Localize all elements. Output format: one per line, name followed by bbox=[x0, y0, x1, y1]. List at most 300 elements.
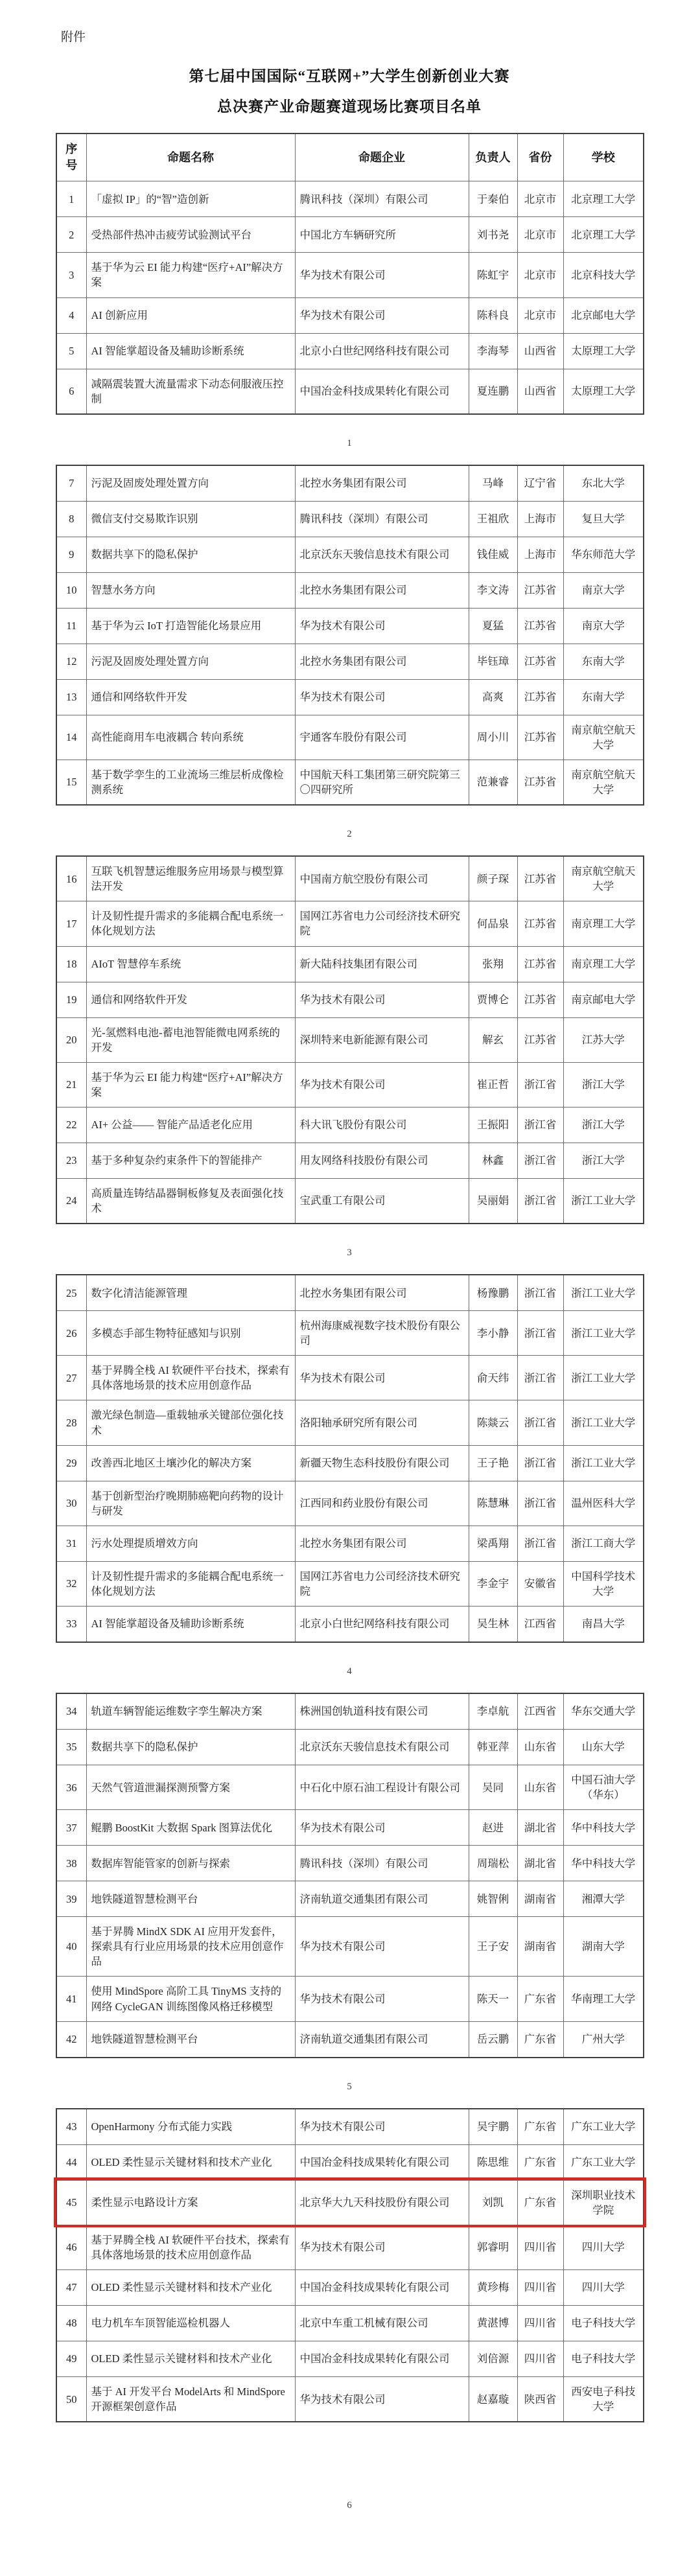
table-row bbox=[56, 2225, 644, 2269]
cell-company: 北京沃东天骏信息技术有限公司 bbox=[295, 1730, 469, 1765]
cell-name: 基于华为云 EI 能力构建“医疗+AI”解决方案 bbox=[86, 253, 295, 297]
projects-table-page-3 bbox=[56, 855, 644, 1224]
cell-name: 污泥及固废处理处置方向 bbox=[86, 644, 295, 679]
cell-no: 31 bbox=[56, 1526, 86, 1561]
cell-province: 广东省 bbox=[517, 2180, 563, 2225]
cell-province: 江西省 bbox=[517, 1607, 563, 1643]
cell-name: 计及韧性提升需求的多能耦合配电系统一体化规划方法 bbox=[86, 901, 295, 946]
cell-province: 山东省 bbox=[517, 1730, 563, 1765]
cell-name: 互联飞机智慧运维服务应用场景与模型算法开发 bbox=[86, 856, 295, 901]
cell-school: 浙江工业大学 bbox=[563, 1445, 644, 1481]
cell-name: OpenHarmony 分布式能力实践 bbox=[86, 2109, 295, 2145]
cell-no: 27 bbox=[56, 1356, 86, 1400]
table-row bbox=[56, 181, 644, 217]
cell-name: 鲲鹏 BoostKit 大数据 Spark 图算法优化 bbox=[86, 1810, 295, 1846]
cell-leader: 黄湛博 bbox=[469, 2306, 517, 2341]
cell-province: 四川省 bbox=[517, 2341, 563, 2377]
col-header-name: 命题名称 bbox=[86, 133, 295, 181]
cell-leader: 夏连鹏 bbox=[469, 369, 517, 414]
cell-leader: 高爽 bbox=[469, 679, 517, 715]
cell-province: 广东省 bbox=[517, 2109, 563, 2145]
cell-name: 数据共享下的隐私保护 bbox=[86, 537, 295, 572]
cell-company: 济南轨道交通集团有限公司 bbox=[295, 2021, 469, 2058]
cell-school: 浙江大学 bbox=[563, 1062, 644, 1107]
cell-school: 北京邮电大学 bbox=[563, 297, 644, 333]
cell-no: 21 bbox=[56, 1062, 86, 1107]
cell-leader: 林鑫 bbox=[469, 1143, 517, 1178]
cell-school: 南京航空航天大学 bbox=[563, 715, 644, 760]
cell-school: 华东交通大学 bbox=[563, 1693, 644, 1730]
cell-no: 18 bbox=[56, 946, 86, 982]
cell-school: 山东大学 bbox=[563, 1730, 644, 1765]
table-row bbox=[56, 333, 644, 369]
cell-leader: 陈科良 bbox=[469, 297, 517, 333]
table-row bbox=[56, 1178, 644, 1224]
table-row bbox=[56, 1526, 644, 1561]
table-row bbox=[56, 501, 644, 537]
cell-company: 华为技术有限公司 bbox=[295, 982, 469, 1017]
page-1 bbox=[56, 133, 643, 449]
cell-leader: 岳云鹏 bbox=[469, 2021, 517, 2058]
cell-school: 浙江工业大学 bbox=[563, 1275, 644, 1311]
projects-table-page-2 bbox=[56, 465, 644, 806]
cell-no: 8 bbox=[56, 501, 86, 537]
cell-province: 江苏省 bbox=[517, 679, 563, 715]
cell-province: 江苏省 bbox=[517, 715, 563, 760]
cell-name: 数字化清洁能源管理 bbox=[86, 1275, 295, 1311]
cell-leader: 颜子琛 bbox=[469, 856, 517, 901]
cell-province: 辽宁省 bbox=[517, 465, 563, 502]
cell-company: 华为技术有限公司 bbox=[295, 608, 469, 644]
cell-name: 基于昇腾 MindX SDK AI 应用开发套件，探索具有行业应用场景的技术应用创意作品 bbox=[86, 1917, 295, 1977]
cell-no: 39 bbox=[56, 1881, 86, 1917]
cell-company: 华为技术有限公司 bbox=[295, 2225, 469, 2269]
cell-leader: 刘凯 bbox=[469, 2180, 517, 2225]
cell-province: 湖北省 bbox=[517, 1846, 563, 1881]
cell-name: 高性能商用车电液耦合 转向系统 bbox=[86, 715, 295, 760]
cell-no: 37 bbox=[56, 1810, 86, 1846]
cell-no: 22 bbox=[56, 1107, 86, 1143]
cell-company: 中石化中原石油工程设计有限公司 bbox=[295, 1765, 469, 1810]
cell-leader: 陈思维 bbox=[469, 2144, 517, 2180]
cell-province: 湖南省 bbox=[517, 1917, 563, 1977]
cell-province: 浙江省 bbox=[517, 1107, 563, 1143]
attachment-label: 附件 bbox=[61, 30, 86, 44]
projects-table-page-6 bbox=[56, 2108, 644, 2423]
cell-province: 陕西省 bbox=[517, 2377, 563, 2422]
table-row bbox=[56, 2109, 644, 2145]
cell-school: 华中科技大学 bbox=[563, 1810, 644, 1846]
table-row bbox=[56, 1917, 644, 1977]
cell-name: 数据库智能管家的创新与探索 bbox=[86, 1846, 295, 1881]
cell-school: 浙江工商大学 bbox=[563, 1526, 644, 1561]
page-number-6: 6 bbox=[347, 2500, 352, 2511]
cell-name: 智慧水务方向 bbox=[86, 572, 295, 608]
cell-leader: 李文涛 bbox=[469, 572, 517, 608]
cell-company: 华为技术有限公司 bbox=[295, 1810, 469, 1846]
cell-company: 北控水务集团有限公司 bbox=[295, 644, 469, 679]
cell-leader: 解玄 bbox=[469, 1017, 517, 1062]
cell-company: 济南轨道交通集团有限公司 bbox=[295, 1881, 469, 1917]
cell-no: 36 bbox=[56, 1765, 86, 1810]
table-row bbox=[56, 537, 644, 572]
cell-school: 浙江工业大学 bbox=[563, 1400, 644, 1445]
cell-school: 浙江工业大学 bbox=[563, 1311, 644, 1356]
cell-leader: 陈天一 bbox=[469, 1977, 517, 2021]
table-row bbox=[56, 1275, 644, 1311]
cell-company: 中国航天科工集团第三研究院第三〇四研究所 bbox=[295, 760, 469, 805]
cell-school: 北京理工大学 bbox=[563, 217, 644, 253]
cell-name: 轨道车辆智能运维数字孪生解决方案 bbox=[86, 1693, 295, 1730]
cell-school: 中国科学技术大学 bbox=[563, 1561, 644, 1606]
table-row bbox=[56, 608, 644, 644]
cell-name: OLED 柔性显示关键材料和技术产业化 bbox=[86, 2144, 295, 2180]
cell-company: 用友网络科技股份有限公司 bbox=[295, 1143, 469, 1178]
cell-company: 中国北方车辆研究所 bbox=[295, 217, 469, 253]
cell-province: 山西省 bbox=[517, 369, 563, 414]
header-row bbox=[56, 133, 644, 181]
table-row bbox=[56, 1311, 644, 1356]
cell-name: 减隔震装置大流量需求下动态伺服液压控制 bbox=[86, 369, 295, 414]
cell-province: 广东省 bbox=[517, 2021, 563, 2058]
cell-company: 杭州海康威视数字技术股份有限公司 bbox=[295, 1311, 469, 1356]
cell-school: 东南大学 bbox=[563, 644, 644, 679]
cell-school: 浙江大学 bbox=[563, 1143, 644, 1178]
cell-company: 华为技术有限公司 bbox=[295, 1917, 469, 1977]
cell-province: 浙江省 bbox=[517, 1400, 563, 1445]
table-row-highlighted bbox=[56, 2180, 644, 2225]
table-row bbox=[56, 217, 644, 253]
cell-leader: 黄珍梅 bbox=[469, 2270, 517, 2306]
col-header-company: 命题企业 bbox=[295, 133, 469, 181]
cell-leader: 杨豫鹏 bbox=[469, 1275, 517, 1311]
cell-company: 北控水务集团有限公司 bbox=[295, 465, 469, 502]
cell-no: 30 bbox=[56, 1481, 86, 1526]
cell-school: 东北大学 bbox=[563, 465, 644, 502]
cell-no: 3 bbox=[56, 253, 86, 297]
page-number-4: 4 bbox=[347, 1666, 352, 1677]
cell-leader: 李小静 bbox=[469, 1311, 517, 1356]
cell-leader: 钱佳威 bbox=[469, 537, 517, 572]
cell-school: 浙江工业大学 bbox=[563, 1356, 644, 1400]
cell-company: 洛阳轴承研究所有限公司 bbox=[295, 1400, 469, 1445]
cell-no: 49 bbox=[56, 2341, 86, 2377]
cell-province: 山西省 bbox=[517, 333, 563, 369]
cell-province: 浙江省 bbox=[517, 1275, 563, 1311]
cell-province: 湖北省 bbox=[517, 1810, 563, 1846]
cell-province: 上海市 bbox=[517, 537, 563, 572]
cell-name: 改善西北地区土壤沙化的解决方案 bbox=[86, 1445, 295, 1481]
cell-school: 华中科技大学 bbox=[563, 1846, 644, 1881]
table-row bbox=[56, 982, 644, 1017]
table-row bbox=[56, 1810, 644, 1846]
cell-name: 基于华为云 IoT 打造智能化场景应用 bbox=[86, 608, 295, 644]
table-row bbox=[56, 1730, 644, 1765]
cell-company: 科大讯飞股份有限公司 bbox=[295, 1107, 469, 1143]
cell-leader: 赵嘉璇 bbox=[469, 2377, 517, 2422]
cell-school: 南京大学 bbox=[563, 608, 644, 644]
cell-no: 17 bbox=[56, 901, 86, 946]
cell-name: 多模态手部生物特征感知与识别 bbox=[86, 1311, 295, 1356]
cell-company: 北京小白世纪网络科技有限公司 bbox=[295, 333, 469, 369]
cell-name: 基于数学孪生的工业流场三维层析成像检测系统 bbox=[86, 760, 295, 805]
cell-name: 天然气管道泄漏探测预警方案 bbox=[86, 1765, 295, 1810]
cell-province: 江苏省 bbox=[517, 982, 563, 1017]
cell-leader: 毕钰璋 bbox=[469, 644, 517, 679]
cell-leader: 王子艳 bbox=[469, 1445, 517, 1481]
cell-company: 腾讯科技（深圳）有限公司 bbox=[295, 181, 469, 217]
cell-company: 腾讯科技（深圳）有限公司 bbox=[295, 1846, 469, 1881]
cell-name: AI 创新应用 bbox=[86, 297, 295, 333]
table-row bbox=[56, 1017, 644, 1062]
cell-leader: 吴丽娟 bbox=[469, 1178, 517, 1224]
cell-leader: 姚智俐 bbox=[469, 1881, 517, 1917]
cell-province: 浙江省 bbox=[517, 1062, 563, 1107]
cell-province: 江苏省 bbox=[517, 572, 563, 608]
projects-table-page-5 bbox=[56, 1693, 644, 2058]
cell-school: 东南大学 bbox=[563, 679, 644, 715]
cell-no: 33 bbox=[56, 1607, 86, 1643]
table-row bbox=[56, 297, 644, 333]
cell-leader: 范兼睿 bbox=[469, 760, 517, 805]
cell-no: 44 bbox=[56, 2144, 86, 2180]
cell-company: 北控水务集团有限公司 bbox=[295, 572, 469, 608]
cell-school: 复旦大学 bbox=[563, 501, 644, 537]
cell-name: 地铁隧道智慧检测平台 bbox=[86, 2021, 295, 2058]
cell-school: 四川大学 bbox=[563, 2270, 644, 2306]
cell-province: 江苏省 bbox=[517, 760, 563, 805]
cell-name: 基于昇腾全栈 AI 软硬件平台技术，探索有具体落地场景的技术应用创意作品 bbox=[86, 1356, 295, 1400]
cell-name: 激光绿色制造—重载轴承关键部位强化技术 bbox=[86, 1400, 295, 1445]
table-row bbox=[56, 2144, 644, 2180]
doc-title-line2: 总决赛产业命题赛道现场比赛项目名单 bbox=[217, 99, 482, 115]
cell-company: 北京中车重工机械有限公司 bbox=[295, 2306, 469, 2341]
table-row bbox=[56, 715, 644, 760]
page-3 bbox=[56, 855, 643, 1259]
cell-school: 中国石油大学（华东） bbox=[563, 1765, 644, 1810]
cell-no: 28 bbox=[56, 1400, 86, 1445]
table-row bbox=[56, 901, 644, 946]
cell-company: 华为技术有限公司 bbox=[295, 1977, 469, 2021]
table-row bbox=[56, 1693, 644, 1730]
page-4 bbox=[56, 1274, 643, 1677]
cell-school: 北京理工大学 bbox=[563, 181, 644, 217]
cell-no: 1 bbox=[56, 181, 86, 217]
cell-no: 6 bbox=[56, 369, 86, 414]
cell-province: 江苏省 bbox=[517, 946, 563, 982]
cell-school: 南昌大学 bbox=[563, 1607, 644, 1643]
page-2 bbox=[56, 465, 643, 840]
cell-no: 26 bbox=[56, 1311, 86, 1356]
cell-school: 南京理工大学 bbox=[563, 946, 644, 982]
cell-province: 浙江省 bbox=[517, 1481, 563, 1526]
cell-province: 北京市 bbox=[517, 217, 563, 253]
cell-province: 四川省 bbox=[517, 2306, 563, 2341]
cell-province: 北京市 bbox=[517, 297, 563, 333]
cell-school: 深圳职业技术学院 bbox=[563, 2180, 644, 2225]
cell-company: 华为技术有限公司 bbox=[295, 1356, 469, 1400]
table-row bbox=[56, 946, 644, 982]
cell-school: 广东工业大学 bbox=[563, 2144, 644, 2180]
table-row bbox=[56, 1062, 644, 1107]
cell-name: 污泥及固废处理处置方向 bbox=[86, 465, 295, 502]
table-row bbox=[56, 2306, 644, 2341]
cell-no: 46 bbox=[56, 2225, 86, 2269]
cell-no: 38 bbox=[56, 1846, 86, 1881]
cell-name: 通信和网络软件开发 bbox=[86, 982, 295, 1017]
page-number-3: 3 bbox=[347, 1247, 352, 1259]
cell-no: 23 bbox=[56, 1143, 86, 1178]
cell-leader: 周瑞松 bbox=[469, 1846, 517, 1881]
cell-no: 45 bbox=[56, 2180, 86, 2225]
page-number-1: 1 bbox=[347, 437, 352, 448]
cell-company: 华为技术有限公司 bbox=[295, 297, 469, 333]
cell-school: 电子科技大学 bbox=[563, 2341, 644, 2377]
cell-province: 浙江省 bbox=[517, 1311, 563, 1356]
table-row bbox=[56, 1881, 644, 1917]
cell-school: 江苏大学 bbox=[563, 1017, 644, 1062]
cell-school: 浙江工业大学 bbox=[563, 1178, 644, 1224]
table-row bbox=[56, 1561, 644, 1606]
cell-company: 新大陆科技集团有限公司 bbox=[295, 946, 469, 982]
cell-no: 29 bbox=[56, 1445, 86, 1481]
cell-name: 微信支付交易欺诈识别 bbox=[86, 501, 295, 537]
table-row bbox=[56, 465, 644, 502]
cell-school: 南京大学 bbox=[563, 572, 644, 608]
cell-leader: 梁禹翔 bbox=[469, 1526, 517, 1561]
cell-leader: 陈虹宇 bbox=[469, 253, 517, 297]
cell-no: 20 bbox=[56, 1017, 86, 1062]
cell-school: 华东师范大学 bbox=[563, 537, 644, 572]
cell-school: 四川大学 bbox=[563, 2225, 644, 2269]
cell-province: 北京市 bbox=[517, 253, 563, 297]
page-number-5: 5 bbox=[347, 2081, 352, 2092]
cell-name: AI 智能掌超设备及辅助诊断系统 bbox=[86, 333, 295, 369]
cell-school: 南京航空航天大学 bbox=[563, 856, 644, 901]
cell-name: 地铁隧道智慧检测平台 bbox=[86, 1881, 295, 1917]
col-header-no: 序号 bbox=[56, 133, 86, 181]
cell-no: 24 bbox=[56, 1178, 86, 1224]
table-row bbox=[56, 1607, 644, 1643]
table-row bbox=[56, 679, 644, 715]
cell-province: 江苏省 bbox=[517, 644, 563, 679]
cell-name: 通信和网络软件开发 bbox=[86, 679, 295, 715]
cell-company: 株洲国创轨道科技有限公司 bbox=[295, 1693, 469, 1730]
cell-no: 25 bbox=[56, 1275, 86, 1311]
table-row bbox=[56, 1977, 644, 2021]
cell-no: 10 bbox=[56, 572, 86, 608]
cell-school: 温州医科大学 bbox=[563, 1481, 644, 1526]
cell-province: 浙江省 bbox=[517, 1178, 563, 1224]
cell-province: 江苏省 bbox=[517, 856, 563, 901]
cell-company: 华为技术有限公司 bbox=[295, 253, 469, 297]
cell-no: 42 bbox=[56, 2021, 86, 2058]
cell-province: 四川省 bbox=[517, 2225, 563, 2269]
cell-school: 湖南大学 bbox=[563, 1917, 644, 1977]
cell-school: 电子科技大学 bbox=[563, 2306, 644, 2341]
cell-company: 华为技术有限公司 bbox=[295, 679, 469, 715]
cell-province: 广东省 bbox=[517, 1977, 563, 2021]
cell-no: 11 bbox=[56, 608, 86, 644]
cell-name: 污水处理提质增效方向 bbox=[86, 1526, 295, 1561]
page-number-2: 2 bbox=[347, 829, 352, 840]
cell-province: 北京市 bbox=[517, 181, 563, 217]
cell-leader: 韩亚萍 bbox=[469, 1730, 517, 1765]
table-row bbox=[56, 1107, 644, 1143]
cell-company: 华为技术有限公司 bbox=[295, 2109, 469, 2145]
cell-no: 4 bbox=[56, 297, 86, 333]
cell-company: 国网江苏省电力公司经济技术研究院 bbox=[295, 901, 469, 946]
cell-name: 基于 AI 开发平台 ModelArts 和 MindSpore 开源框架创意作品 bbox=[86, 2377, 295, 2422]
table-header bbox=[56, 133, 644, 181]
cell-school: 广州大学 bbox=[563, 2021, 644, 2058]
table-row bbox=[56, 2270, 644, 2306]
table-row bbox=[56, 1765, 644, 1810]
cell-school: 浙江大学 bbox=[563, 1107, 644, 1143]
cell-leader: 贾博仑 bbox=[469, 982, 517, 1017]
cell-leader: 王祖欣 bbox=[469, 501, 517, 537]
cell-province: 江西省 bbox=[517, 1693, 563, 1730]
cell-name: AIoT 智慧停车系统 bbox=[86, 946, 295, 982]
cell-company: 华为技术有限公司 bbox=[295, 2377, 469, 2422]
cell-company: 中国南方航空股份有限公司 bbox=[295, 856, 469, 901]
cell-province: 江苏省 bbox=[517, 1017, 563, 1062]
cell-name: 受热部件热冲击疲劳试验测试平台 bbox=[86, 217, 295, 253]
cell-company: 宝武重工有限公司 bbox=[295, 1178, 469, 1224]
cell-school: 华南理工大学 bbox=[563, 1977, 644, 2021]
cell-province: 浙江省 bbox=[517, 1356, 563, 1400]
cell-leader: 周小川 bbox=[469, 715, 517, 760]
cell-no: 48 bbox=[56, 2306, 86, 2341]
cell-leader: 李海琴 bbox=[469, 333, 517, 369]
cell-company: 宇通客车股份有限公司 bbox=[295, 715, 469, 760]
cell-no: 13 bbox=[56, 679, 86, 715]
cell-leader: 赵进 bbox=[469, 1810, 517, 1846]
cell-company: 北京华大九天科技股份有限公司 bbox=[295, 2180, 469, 2225]
cell-leader: 李金宇 bbox=[469, 1561, 517, 1606]
table-row bbox=[56, 2341, 644, 2377]
cell-no: 7 bbox=[56, 465, 86, 502]
cell-company: 中国冶金科技成果转化有限公司 bbox=[295, 2144, 469, 2180]
cell-school: 太原理工大学 bbox=[563, 333, 644, 369]
cell-company: 北控水务集团有限公司 bbox=[295, 1526, 469, 1561]
cell-leader: 吴生林 bbox=[469, 1607, 517, 1643]
cell-leader: 俞天纬 bbox=[469, 1356, 517, 1400]
cell-province: 浙江省 bbox=[517, 1143, 563, 1178]
cell-school: 南京邮电大学 bbox=[563, 982, 644, 1017]
cell-leader: 夏猛 bbox=[469, 608, 517, 644]
cell-no: 41 bbox=[56, 1977, 86, 2021]
cell-name: AI+ 公益—— 智能产品适老化应用 bbox=[86, 1107, 295, 1143]
cell-school: 南京航空航天大学 bbox=[563, 760, 644, 805]
cell-province: 上海市 bbox=[517, 501, 563, 537]
projects-table-page-4 bbox=[56, 1274, 644, 1643]
cell-province: 浙江省 bbox=[517, 1526, 563, 1561]
cell-company: 腾讯科技（深圳）有限公司 bbox=[295, 501, 469, 537]
cell-province: 广东省 bbox=[517, 2144, 563, 2180]
cell-no: 47 bbox=[56, 2270, 86, 2306]
cell-school: 湘潭大学 bbox=[563, 1881, 644, 1917]
cell-leader: 刘倍源 bbox=[469, 2341, 517, 2377]
cell-school: 太原理工大学 bbox=[563, 369, 644, 414]
cell-name: 基于创新型治疗晚期肺癌靶向药物的设计与研发 bbox=[86, 1481, 295, 1526]
cell-company: 北控水务集团有限公司 bbox=[295, 1275, 469, 1311]
table-row bbox=[56, 1481, 644, 1526]
cell-no: 19 bbox=[56, 982, 86, 1017]
cell-leader: 吴同 bbox=[469, 1765, 517, 1810]
cell-leader: 王振阳 bbox=[469, 1107, 517, 1143]
cell-no: 50 bbox=[56, 2377, 86, 2422]
